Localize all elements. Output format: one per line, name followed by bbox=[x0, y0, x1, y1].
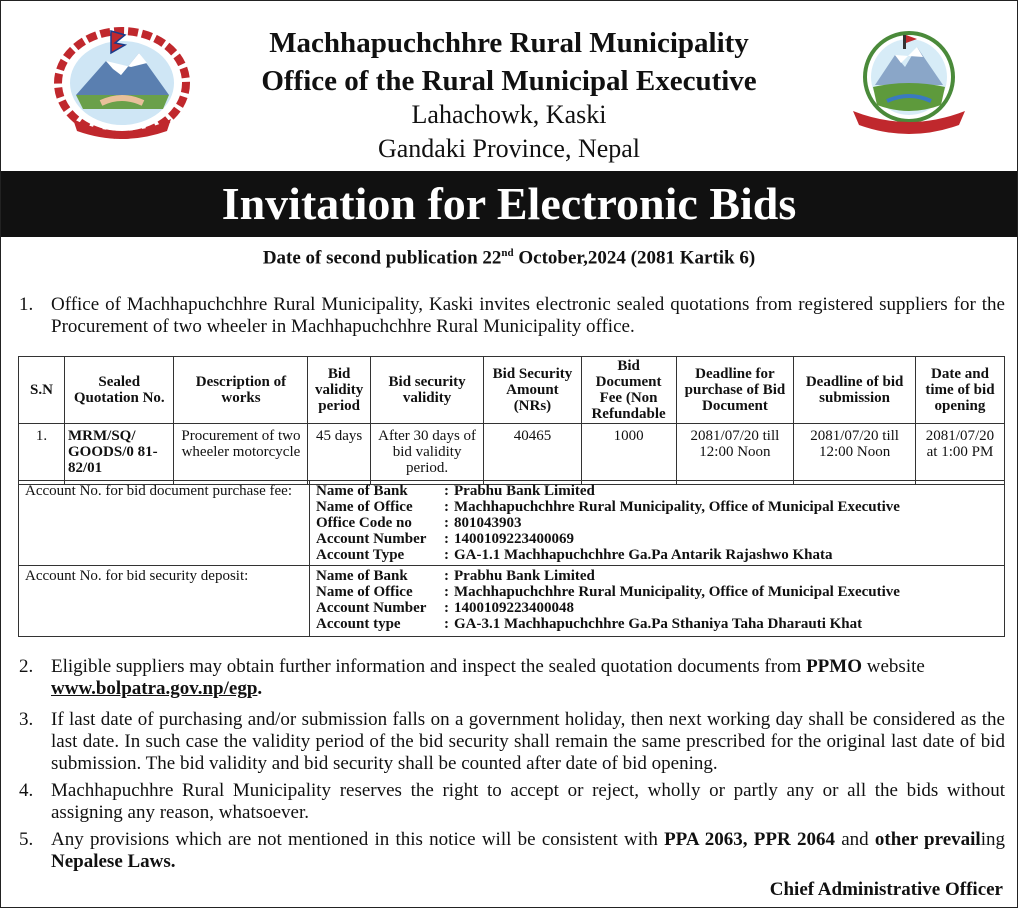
clause-text bbox=[51, 829, 1005, 873]
clause-text-part: Any provisions which are not mentioned in this notice will be consistent with bbox=[51, 829, 665, 850]
table-cell: 1000 bbox=[581, 424, 676, 485]
table-header: Date and time of bid opening bbox=[915, 357, 1004, 424]
notice-title-banner: Invitation for Electronic Bids bbox=[1, 171, 1017, 237]
municipality-name: Machhapuchchhre Rural Municipality bbox=[269, 27, 749, 59]
detail-key: Name of Office bbox=[316, 499, 413, 515]
detail-key: Account Number bbox=[316, 600, 427, 616]
table-header: Sealed Quotation No. bbox=[65, 357, 174, 424]
clause-text: If last date of purchasing and/or submission falls on a government holiday, then next working day shall be considered as the last date. In such case the validity period of the bid security shall remain the same prescribed for the original last date of bid submission. The bid validity and bid security shall be counted after date of bid opening. bbox=[51, 709, 1005, 774]
detail-line: Account Number : 1400109223400069 bbox=[316, 531, 574, 547]
clause-bold-part: other prevail bbox=[874, 829, 981, 850]
clause-3 bbox=[19, 709, 1005, 775]
table-cell: After 30 days of bid validity period. bbox=[370, 424, 484, 485]
clause-4 bbox=[19, 780, 1005, 824]
clause-number: 5. bbox=[19, 829, 34, 850]
detail-value: GA-1.1 Machhapuchchhre Ga.Pa Antarik Rajashwo Khata bbox=[454, 547, 833, 563]
clause-text-part: ing bbox=[980, 829, 1005, 850]
detail-line: Account Type : GA-1.1 Machhapuchchhre Ga.Pa Antarik Rajashwo Khata bbox=[316, 547, 833, 563]
account-label: Account No. for bid document purchase fee: bbox=[19, 481, 310, 566]
ppmo-label: PPMO bbox=[806, 656, 863, 677]
table-row bbox=[19, 424, 1005, 485]
municipality-logo bbox=[847, 25, 971, 137]
pubdate-suffix: October,2024 (2081 Kartik 6) bbox=[513, 247, 756, 269]
clause-text-part: Eligible suppliers may obtain further information and inspect the sealed quotation documents from bbox=[51, 656, 807, 677]
account-row-purchase bbox=[19, 481, 1005, 566]
pubdate-prefix: Date of second publication 22 bbox=[262, 247, 502, 269]
clause-bold-part: Nepalese Laws. bbox=[51, 851, 176, 872]
clause-number: 2. bbox=[19, 656, 34, 677]
bolpatra-link[interactable]: www.bolpatra.gov.np/egp bbox=[51, 678, 258, 699]
table-header: Bid validity period bbox=[308, 357, 370, 424]
detail-key: Name of Bank bbox=[316, 568, 408, 584]
signature-title: Chief Administrative Officer bbox=[769, 879, 1003, 900]
province-line: Gandaki Province, Nepal bbox=[377, 134, 641, 163]
bid-table bbox=[18, 356, 1005, 485]
clause-text-part: website bbox=[862, 656, 925, 677]
detail-key: Office Code no bbox=[316, 515, 412, 531]
table-cell: 40465 bbox=[484, 424, 581, 485]
table-cell: 2081/07/20 till 12:00 Noon bbox=[794, 424, 916, 485]
clause-text-part: . bbox=[257, 678, 263, 699]
table-header: Description of works bbox=[174, 357, 308, 424]
table-header: Deadline of bid submission bbox=[794, 357, 916, 424]
detail-line: Account type : GA-3.1 Machhapuchchhre Ga.Pa Sthaniya Taha Dharauti Khat bbox=[316, 616, 863, 632]
table-header: Bid security validity bbox=[370, 357, 484, 424]
clause-5 bbox=[19, 829, 1005, 873]
pubdate-sup: nd bbox=[501, 247, 514, 259]
detail-value: 1400109223400069 bbox=[454, 531, 574, 547]
detail-value: GA-3.1 Machhapuchchhre Ga.Pa Sthaniya Taha Dharauti Khat bbox=[454, 616, 863, 632]
publication-date bbox=[1, 247, 1017, 269]
ppa-reference: PPA 2063, PPR 2064 bbox=[664, 829, 835, 850]
detail-line: Name of Bank : Prabhu Bank Limited bbox=[316, 568, 595, 584]
header bbox=[1, 1, 1017, 171]
table-header: Deadline for purchase of Bid Document bbox=[676, 357, 794, 424]
detail-value: 801043903 bbox=[454, 515, 522, 531]
clause-text: Machhapuchhre Rural Municipality reserves the right to accept or reject, wholly or partly any or all the bids without assigning any reason, whatsoever. bbox=[51, 780, 1005, 823]
table-header: S.N bbox=[19, 357, 65, 424]
clause-1 bbox=[19, 294, 1005, 338]
detail-line: Office Code no : 801043903 bbox=[316, 515, 522, 531]
account-details bbox=[310, 481, 1005, 566]
clause-number: 3. bbox=[19, 709, 34, 730]
office-address: Lahachowk, Kaski bbox=[411, 100, 607, 129]
detail-value: Machhapuchchhre Rural Municipality, Office of Municipal Executive bbox=[454, 584, 900, 600]
detail-line: Name of Office : Machhapuchchhre Rural Municipality, Office of Municipal Executive bbox=[316, 499, 900, 515]
detail-key: Account Type bbox=[316, 547, 405, 563]
clause-text: Office of Machhapuchchhre Rural Municipality, Kaski invites electronic sealed quotations from registered suppliers for the Procurement of two wheeler in Machhapuchchhre Rural Municipality office. bbox=[51, 294, 1005, 337]
table-cell: 45 days bbox=[308, 424, 370, 485]
table-cell: 2081/07/20 at 1:00 PM bbox=[915, 424, 1004, 485]
account-label: Account No. for bid security deposit: bbox=[19, 566, 310, 637]
clause-2 bbox=[19, 656, 1005, 700]
table-cell: MRM/SQ/ GOODS/0 81-82/01 bbox=[65, 424, 174, 485]
clause-text bbox=[51, 656, 1005, 700]
office-name: Office of the Rural Municipal Executive bbox=[261, 65, 757, 97]
bid-table-header-row bbox=[19, 357, 1005, 424]
detail-value: Prabhu Bank Limited bbox=[454, 568, 595, 584]
detail-value: 1400109223400048 bbox=[454, 600, 574, 616]
clause-number: 1. bbox=[19, 294, 34, 315]
table-cell: 2081/07/20 till 12:00 Noon bbox=[676, 424, 794, 485]
table-header: Bid Document Fee (Non Refundable bbox=[581, 357, 676, 424]
clause-text-part: and bbox=[834, 829, 875, 850]
account-table bbox=[18, 480, 1005, 637]
account-row-security bbox=[19, 566, 1005, 637]
table-cell: 1. bbox=[19, 424, 65, 485]
detail-key: Account type bbox=[316, 616, 401, 632]
detail-key: Name of Office bbox=[316, 584, 413, 600]
detail-line: Name of Bank : Prabhu Bank Limited bbox=[316, 483, 595, 499]
detail-key: Account Number bbox=[316, 531, 427, 547]
table-cell: Procurement of two wheeler motorcycle bbox=[174, 424, 308, 485]
clause-number: 4. bbox=[19, 780, 34, 801]
detail-line: Account Number : 1400109223400048 bbox=[316, 600, 574, 616]
detail-value: Prabhu Bank Limited bbox=[454, 483, 595, 499]
detail-line: Name of Office : Machhapuchchhre Rural Municipality, Office of Municipal Executive bbox=[316, 584, 900, 600]
detail-key: Name of Bank bbox=[316, 483, 408, 499]
detail-value: Machhapuchchhre Rural Municipality, Office of Municipal Executive bbox=[454, 499, 900, 515]
table-header: Bid Security Amount (NRs) bbox=[484, 357, 581, 424]
account-details bbox=[310, 566, 1005, 637]
